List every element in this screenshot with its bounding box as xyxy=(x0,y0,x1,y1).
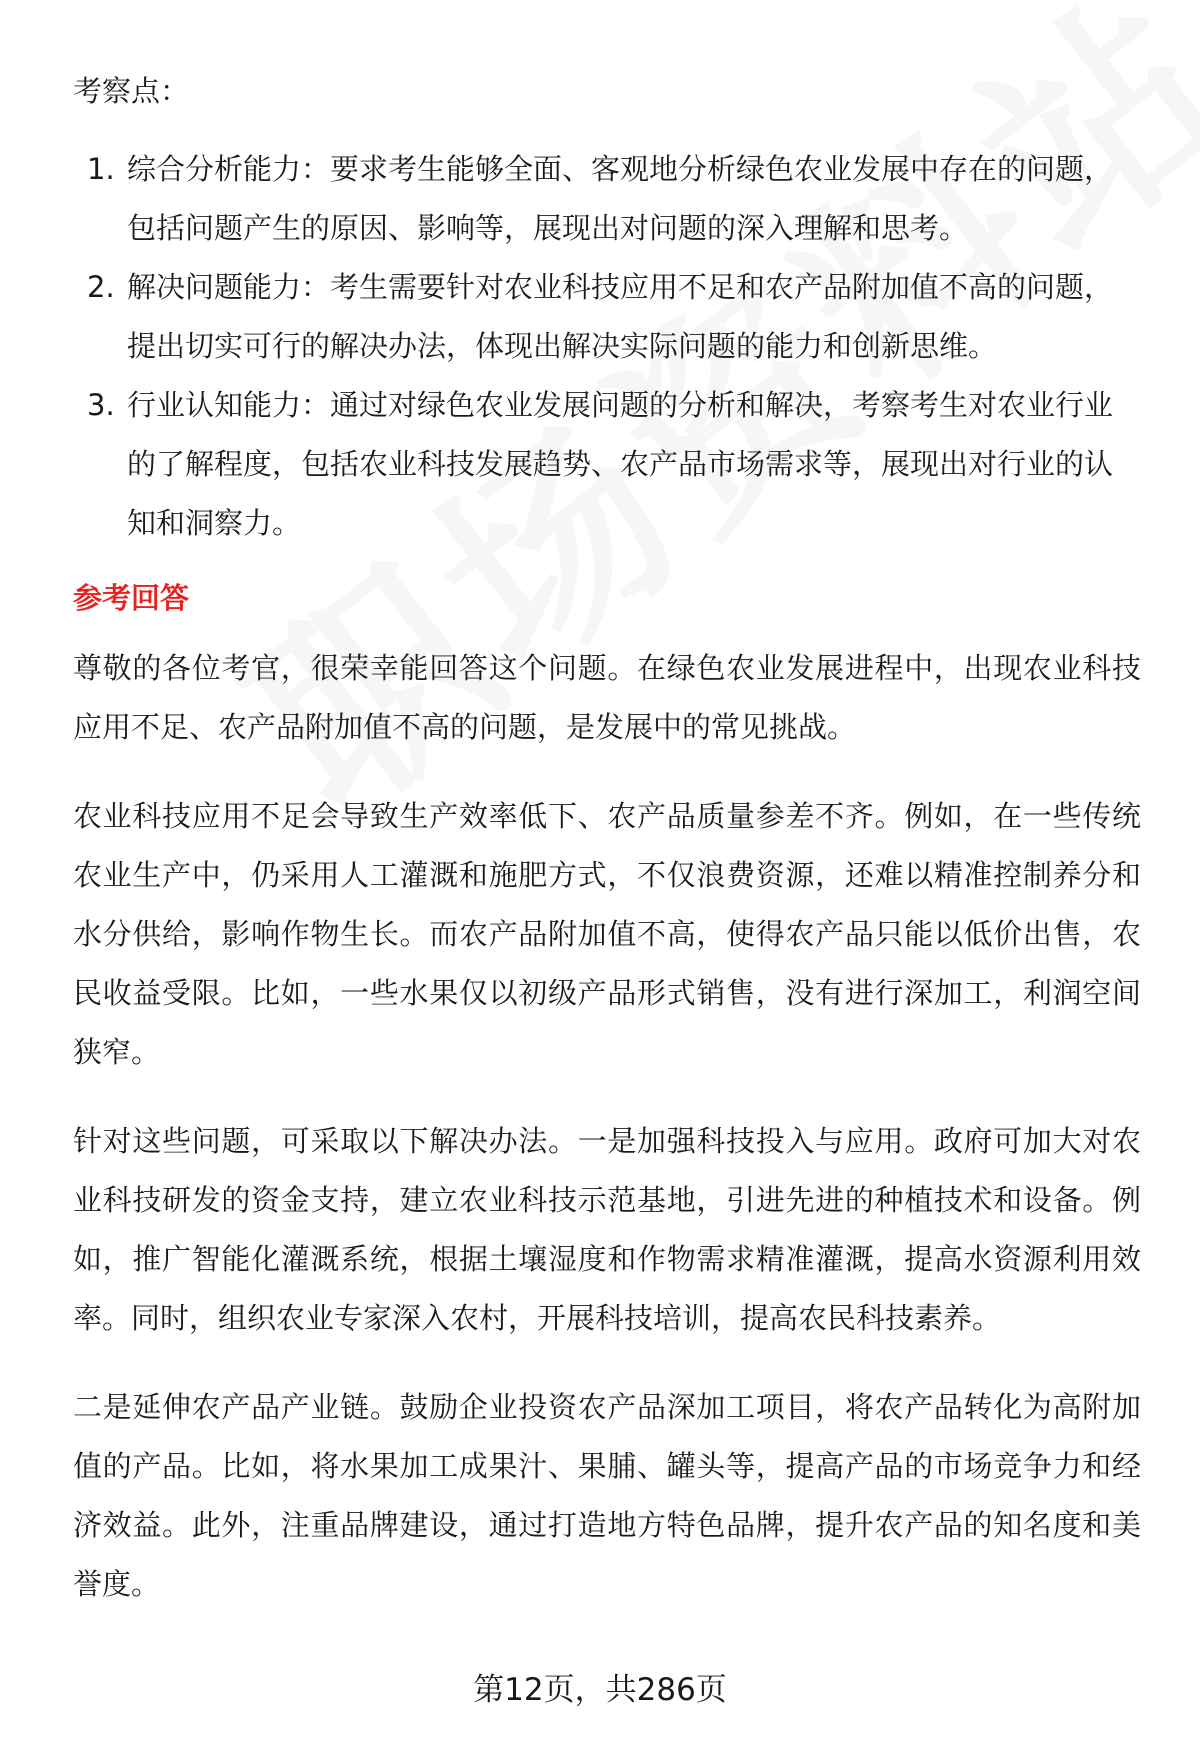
answer-paragraph: 二是延伸农产品产业链。鼓励企业投资农产品深加工项目，将农产品转化为高附加值的产品。比如，将水果加工成果汁、果脯、罐头等，提高产品的市场竞争力和经济效益。此外，注重品牌建设，通过打造地方特色品牌，提升农产品的知名度和美誉度。 xyxy=(73,1390,1141,1601)
list-item xyxy=(73,140,1141,258)
list-item-text: 行业认知能力：通过对绿色农业发展问题的分析和解决，考察考生对农业行业的了解程度，包括农业科技发展趋势、农产品市场需求等，展现出对行业的认知和洞察力。 xyxy=(127,388,1114,540)
list-item xyxy=(73,258,1141,376)
points-list xyxy=(73,140,1141,553)
answer-title: 参考回答 xyxy=(73,581,190,615)
list-item-number: 2. xyxy=(87,270,115,304)
list-item-number: 3. xyxy=(87,388,115,422)
page-content xyxy=(73,62,1141,1614)
answer-paragraph: 尊敬的各位考官，很荣幸能回答这个问题。在绿色农业发展进程中，出现农业科技应用不足、农产品附加值不高的问题，是发展中的常见挑战。 xyxy=(73,651,1141,744)
page-number: 第12页，共286页 xyxy=(473,1672,727,1708)
points-label: 考察点： xyxy=(73,74,190,108)
list-item-text: 解决问题能力：考生需要针对农业科技应用不足和农产品附加值不高的问题，提出切实可行的解决办法，体现出解决实际问题的能力和创新思维。 xyxy=(127,270,1114,363)
answer-paragraph: 针对这些问题，可采取以下解决办法。一是加强科技投入与应用。政府可加大对农业科技研发的资金支持，建立农业科技示范基地，引进先进的种植技术和设备。例如，推广智能化灌溉系统，根据土壤湿度和作物需求精准灌溉，提高水资源利用效率。同时，组织农业专家深入农村，开展科技培训，提高农民科技素养。 xyxy=(73,1124,1141,1335)
list-item-number: 1. xyxy=(87,152,115,186)
list-item-text: 综合分析能力：要求考生能够全面、客观地分析绿色农业发展中存在的问题，包括问题产生的原因、影响等，展现出对问题的深入理解和思考。 xyxy=(127,152,1114,245)
list-item xyxy=(73,376,1141,553)
answer-paragraph: 农业科技应用不足会导致生产效率低下、农产品质量参差不齐。例如，在一些传统农业生产中，仍采用人工灌溉和施肥方式，不仅浪费资源，还难以精准控制养分和水分供给，影响作物生长。而农产品附加值不高，使得农产品只能以低价出售，农民收益受限。比如，一些水果仅以初级产品形式销售，没有进行深加工，利润空间狭窄。 xyxy=(73,799,1141,1069)
